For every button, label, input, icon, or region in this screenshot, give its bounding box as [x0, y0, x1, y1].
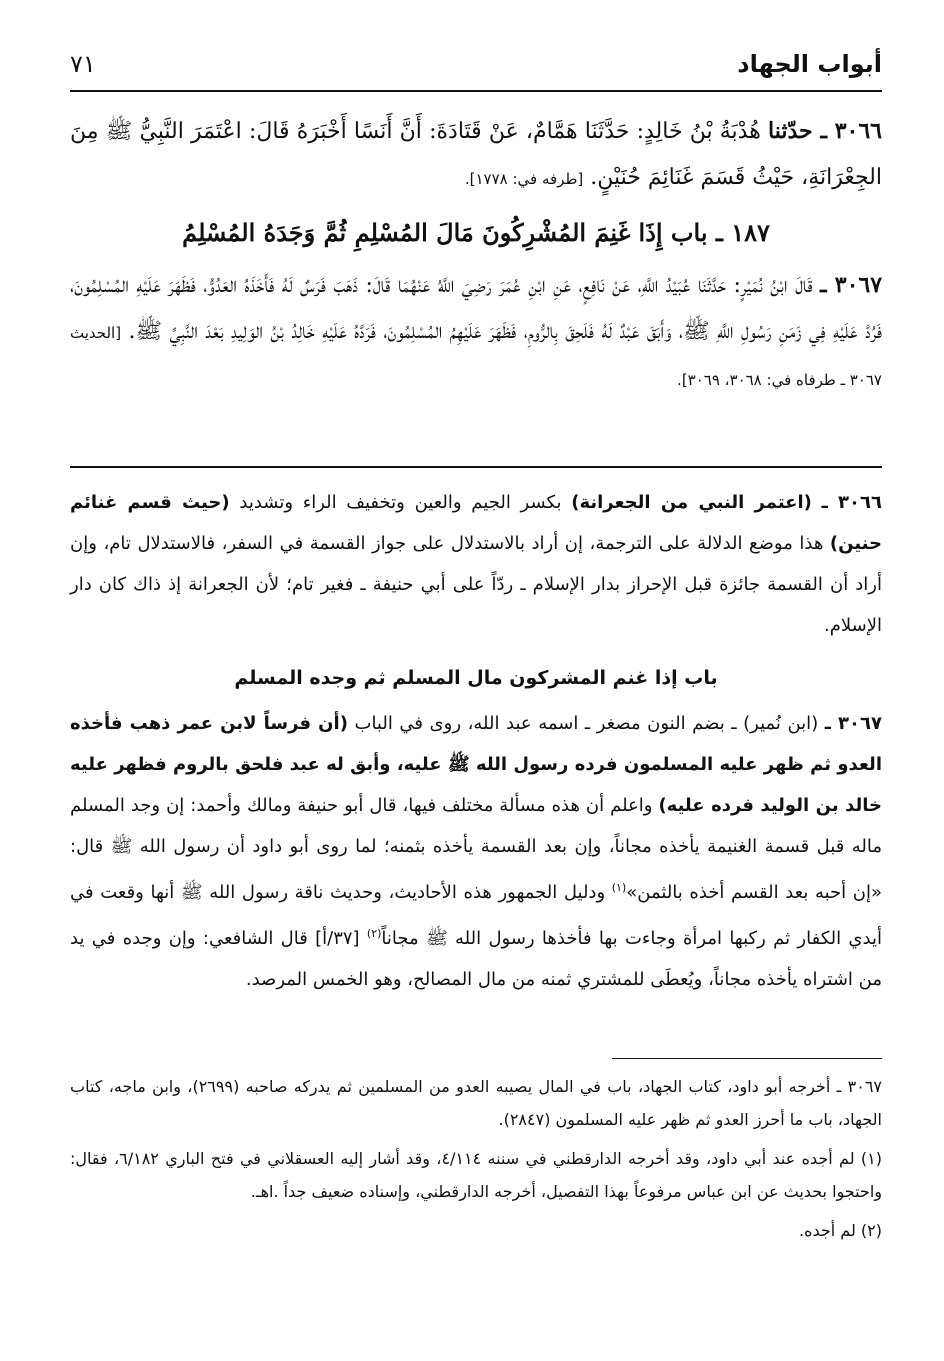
page-number: ٧١ — [70, 50, 96, 78]
commentary-text: واعلم أن هذه مسألة مختلف فيها، قال أبو حنيفة ومالك وأحمد: إن وجد المسلم ماله قبل قسمة الغنيمة يأخذه مجاناً، وإن بعد القسمة يأخذه بثمنه؛ لما روى أبو داود أن رسول الله ﷺ قال: «إن أحبه بعد القسم أخذه بالثمن» — [70, 795, 883, 903]
commentary-text: (ابن نُمير) ـ بضم النون مصغر ـ اسمه عبد الله، روى في الباب — [354, 713, 819, 734]
hadith-number: ٣٠٦٧ ـ — [820, 272, 883, 298]
hadith-number: ٣٠٦٦ ـ حدّثنا — [768, 118, 882, 144]
footnotes — [70, 1070, 882, 1247]
footnote-2: (٢) لم أجده. — [799, 1221, 882, 1240]
commentary-3066 — [70, 482, 882, 646]
commentary-chapter-title: باب إذا غنم المشركون مال المسلم ثم وجده المسلم — [234, 667, 718, 689]
quoted-phrase: (حيث قسم غنائم حنين) — [70, 492, 882, 554]
hadith-text: هُدْبَةُ بْنُ خَالِدٍ: حَدَّثَنَا هَمَّامٌ، عَنْ قَتَادَةَ: أَنَّ أَنَسًا أَخْبَرَهُ قَالَ: اعْتَمَرَ النَّبِيُّ ﷺ مِنَ الجِعْرَانَةِ، حَيْثُ قَسَمَ غَنَائِمَ حُنَيْنٍ. — [70, 119, 882, 190]
chapter-title: ١٨٧ ـ باب إِذَا غَنِمَ المُشْرِكُونَ مَالَ المُسْلِمِ ثُمَّ وَجَدَهُ المُسْلِمُ — [182, 218, 770, 247]
commentary-section — [70, 482, 882, 1000]
commentary-3067 — [70, 703, 882, 1000]
page-header — [70, 44, 882, 92]
commentary-number: ٣٠٦٦ ـ — [821, 492, 882, 513]
footnote-divider — [612, 1058, 882, 1059]
running-title: أبواب الجهاد — [737, 50, 882, 78]
footnote-marker[interactable]: (٢) — [366, 927, 382, 940]
commentary-number: ٣٠٦٧ ـ — [824, 713, 882, 734]
hadith-text: قَالَ ابْنُ نُمَيْرٍ: حَدَّثَنَا عُبَيْدُ اللَّهِ، عَنْ نَافِعٍ، عَنِ ابْنِ عُمَرَ رَضِيَ اللَّهُ عَنْهُمَا قَالَ: ذَهَبَ فَرَسٌ لَهُ فَأَخَذَهُ العَدُوُّ، فَظَهَرَ عَلَيْهِ المُسْلِمُونَ، فَرُدَّ عَلَيْهِ فِي زَمَنِ رَسُولِ اللَّهِ ﷺ، وَأَبَقَ عَبْدٌ لَهُ فَلَحِقَ بِالرُّومِ، فَظَهَرَ عَلَيْهِمُ المُسْلِمُونَ، فَرَدَّهُ عَلَيْهِ خَالِدُ بْنُ الوَلِيدِ بَعْدَ النَّبِيِّ ﷺ. — [70, 273, 882, 344]
commentary-text: بكسر الجيم والعين وتخفيف الراء وتشديد — [239, 492, 562, 513]
section-divider — [70, 466, 882, 468]
quoted-phrase: (أن فرساً لابن عمر ذهب فأخذه العدو ثم ظهر عليه المسلمون فرده رسول الله ﷺ عليه، وأبق له عبد فلحق بالروم فظهر عليه خالد بن الوليد فرده عليه) — [70, 713, 882, 816]
commentary-text: [٣٧/أ] قال الشافعي: وإن وجده في يد من اشتراه يأخذه مجاناً، ويُعطَى للمشتري ثمنه من مال المصالح، وهو الخمس المرصد. — [70, 928, 882, 990]
hadith-section — [70, 108, 882, 403]
commentary-text: ودليل الجمهور هذه الأحاديث، وحديث ناقة رسول الله ﷺ أنها وقعت في أيدي الكفار ثم ركبها امرأة وجاءت بها فأخذها رسول الله ﷺ مجاناً — [70, 882, 882, 949]
footnote-takhrij: ٣٠٦٧ ـ أخرجه أبو داود، كتاب الجهاد، باب في المال يصيبه العدو من المسلمين ثم يدركه صاحبه (٢٦٩٩)، وابن ماجه، كتاب الجهاد، باب ما أحرز العدو ثم ظهر عليه المسلمون (٢٨٤٧). — [70, 1077, 882, 1129]
quoted-phrase: (اعتمر النبي من الجعرانة) — [571, 492, 812, 513]
commentary-text: هذا موضع الدلالة على الترجمة، إن أراد بالاستدلال على جواز القسمة في السفر، فالاستدلال تام، وإن أراد أن القسمة جائزة قبل الإحراز بدار الإسلام ـ ردّاً على أبي حنيفة ـ فغير تام؛ لأن الجعرانة إذ ذاك كان دار الإسلام. — [70, 533, 882, 636]
hadith-3067 — [70, 262, 882, 403]
footnote-marker[interactable]: (١) — [611, 881, 627, 894]
footnote-1: (١) لم أجده عند أبي داود، وقد أخرجه الدارقطني في سننه ٤/١١٤، وقد أشار إليه العسقلاني في فتح الباري ٦/١٨٢، فقال: واحتجوا بحديث عن ابن عباس مرفوعاً بهذا التفصيل، أخرجه الدارقطني، وإسناده ضعيف جداً .اهـ. — [70, 1149, 882, 1201]
hadith-reference: [طرفه في: ١٧٧٨]. — [464, 170, 584, 188]
hadith-reference: [الحديث ٣٠٦٧ ـ طرفاه في: ٣٠٦٨، ٣٠٦٩]. — [70, 324, 882, 389]
hadith-3066 — [70, 108, 882, 202]
